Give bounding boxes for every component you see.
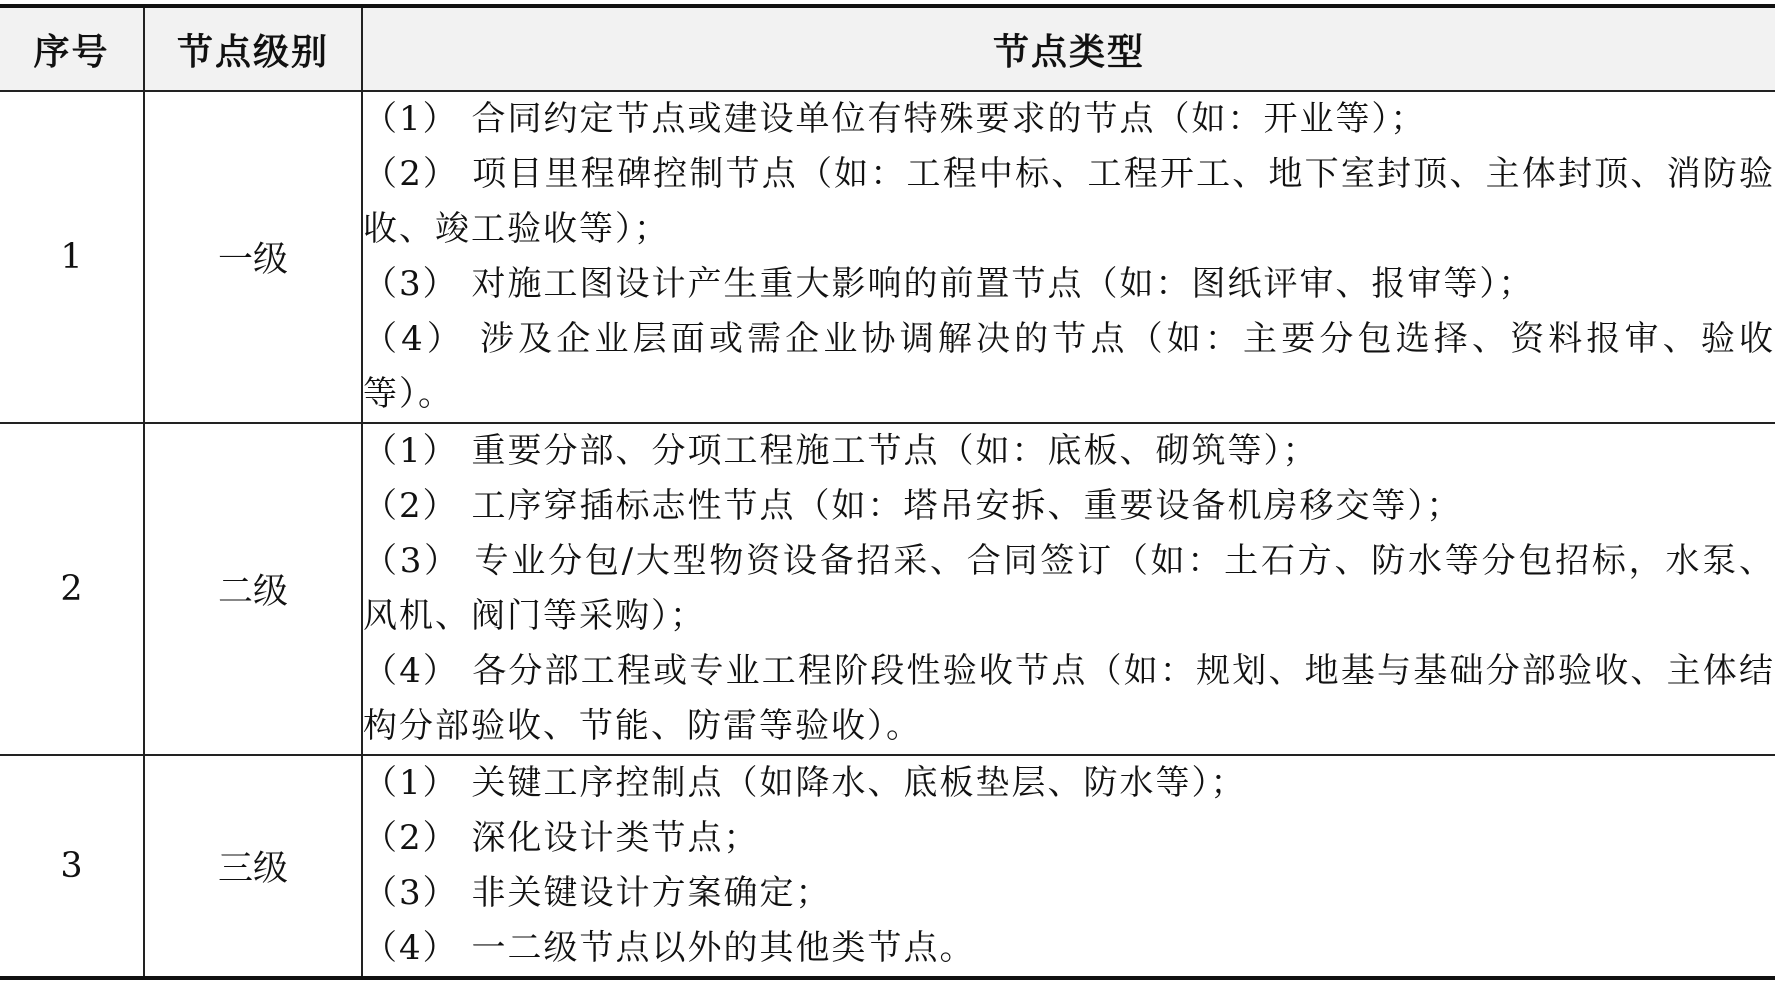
type-item: （4） 涉及企业层面或需企业协调解决的节点（如：主要分包选择、资料报审、验收等）。 bbox=[363, 319, 1775, 414]
table-row bbox=[0, 423, 1775, 755]
row-types bbox=[362, 755, 1775, 978]
row-index: 2 bbox=[0, 423, 144, 755]
type-item: （1） 关键工序控制点（如降水、底板垫层、防水等）； bbox=[363, 763, 1247, 803]
type-item: （3） 专业分包/大型物资设备招采、合同签订（如：土石方、防水等分包招标，水泵、风机、阀门等采购）； bbox=[363, 541, 1775, 636]
type-item: （4） 各分部工程或专业工程阶段性验收节点（如：规划、地基与基础分部验收、主体结构分部验收、节能、防雷等验收）。 bbox=[363, 651, 1775, 746]
table-row bbox=[0, 91, 1775, 423]
type-item: （2） 工序穿插标志性节点（如：塔吊安拆、重要设备机房移交等）； bbox=[363, 486, 1463, 526]
header-level: 节点级别 bbox=[144, 6, 362, 91]
type-item: （4） 一二级节点以外的其他类节点。 bbox=[363, 928, 976, 968]
row-index: 3 bbox=[0, 755, 144, 978]
row-types bbox=[362, 91, 1775, 423]
header-index: 序号 bbox=[0, 6, 144, 91]
type-item: （3） 非关键设计方案确定； bbox=[363, 873, 832, 913]
header-type: 节点类型 bbox=[362, 6, 1775, 91]
type-item: （2） 深化设计类节点； bbox=[363, 818, 760, 858]
type-item: （1） 合同约定节点或建设单位有特殊要求的节点（如：开业等）； bbox=[363, 99, 1427, 139]
row-level: 二级 bbox=[144, 423, 362, 755]
type-item: （1） 重要分部、分项工程施工节点（如：底板、砌筑等）； bbox=[363, 431, 1319, 471]
node-level-table bbox=[0, 4, 1775, 980]
table-header-row bbox=[0, 6, 1775, 91]
table-row bbox=[0, 755, 1775, 978]
row-index: 1 bbox=[0, 91, 144, 423]
row-level: 三级 bbox=[144, 755, 362, 978]
row-types bbox=[362, 423, 1775, 755]
row-level: 一级 bbox=[144, 91, 362, 423]
type-item: （2） 项目里程碑控制节点（如：工程中标、工程开工、地下室封顶、主体封顶、消防验收、竣工验收等）； bbox=[363, 154, 1775, 249]
type-item: （3） 对施工图设计产生重大影响的前置节点（如：图纸评审、报审等）； bbox=[363, 264, 1535, 304]
